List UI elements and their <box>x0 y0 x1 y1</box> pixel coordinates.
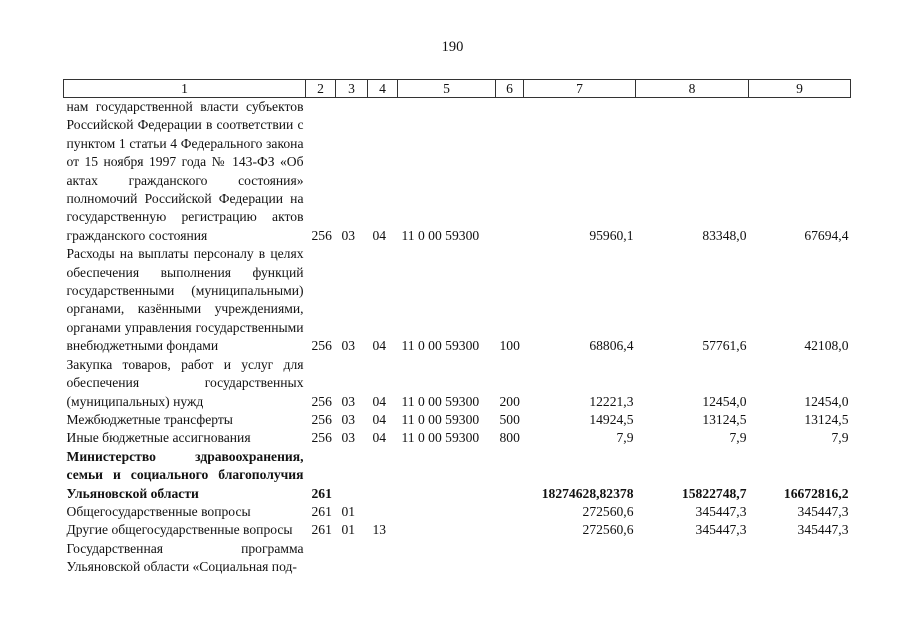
table-row <box>64 540 851 577</box>
chapter-code-cell: 256 <box>311 227 332 243</box>
amount-col9-cell: 12454,0 <box>804 393 849 409</box>
chapter-code-cell: 256 <box>311 430 332 446</box>
amount-col8-cell: 57761,6 <box>702 338 747 354</box>
chapter-code-cell: 256 <box>311 411 332 427</box>
chapter-code-cell <box>306 540 336 577</box>
expense-type-cell: 500 <box>499 411 520 427</box>
expense-type-cell <box>496 448 524 503</box>
subsection-code-cell <box>368 448 398 503</box>
expense-type-cell: 800 <box>499 430 520 446</box>
subsection-code-cell: 04 <box>372 338 387 354</box>
chapter-code-cell: 256 <box>311 338 332 354</box>
subsection-code-cell: 13 <box>372 522 387 538</box>
target-article-cell: 11 0 00 59300 <box>401 411 480 427</box>
amount-col7-cell: 68806,4 <box>589 338 634 354</box>
target-article-cell: 11 0 00 59300 <box>401 227 480 243</box>
col-header-2: 2 <box>306 80 336 98</box>
subsection-code-cell: 04 <box>372 411 387 427</box>
amount-col7-cell: 7,9 <box>616 430 634 446</box>
subsection-code-cell <box>368 503 398 521</box>
row-name-cell: Расходы на выплаты персоналу в целях обеспечения выполнения функций государственными (муниципальными) органами, казёнными учреждениями, органами управления государственными внебюджетными фондами <box>66 246 304 354</box>
amount-col9-cell: 67694,4 <box>804 227 849 243</box>
amount-col9-cell: 16672816,2 <box>783 485 849 501</box>
amount-col9-cell: 7,9 <box>831 430 849 446</box>
col-header-5: 5 <box>398 80 496 98</box>
expense-type-cell <box>496 503 524 521</box>
column-number-header <box>64 80 851 98</box>
col-header-4: 4 <box>368 80 398 98</box>
subsection-code-cell: 04 <box>372 227 387 243</box>
chapter-code-cell: 256 <box>311 393 332 409</box>
amount-col9-cell: 42108,0 <box>804 338 849 354</box>
row-name-cell: Межбюджетные трансферты <box>66 411 233 427</box>
amount-col9-cell: 345447,3 <box>797 522 849 538</box>
target-article-cell <box>398 521 496 539</box>
expense-type-cell <box>496 521 524 539</box>
amount-col7-cell: 272560,6 <box>582 522 634 538</box>
table-row <box>64 411 851 429</box>
section-code-cell: 03 <box>341 430 356 446</box>
col-header-7: 7 <box>524 80 636 98</box>
subsection-code-cell <box>368 540 398 577</box>
col-header-3: 3 <box>336 80 368 98</box>
col-header-6: 6 <box>496 80 524 98</box>
table-row <box>64 429 851 447</box>
page-number: 190 <box>441 39 464 55</box>
expense-type-cell: 100 <box>499 338 520 354</box>
section-code-cell: 01 <box>341 503 356 519</box>
col-header-8: 8 <box>636 80 749 98</box>
amount-col7-cell <box>524 540 636 577</box>
subsection-code-cell: 04 <box>372 430 387 446</box>
section-code-cell: 03 <box>341 393 356 409</box>
row-name-cell: Государственная программа Ульяновской области «Социальная под- <box>66 540 304 575</box>
table-row <box>64 503 851 521</box>
table-row <box>64 356 851 411</box>
target-article-cell <box>398 448 496 503</box>
amount-col8-cell: 15822748,7 <box>681 485 747 501</box>
table-row <box>64 98 851 246</box>
amount-col8-cell: 345447,3 <box>695 522 747 538</box>
row-name-cell: нам государственной власти субъектов Российской Федерации в соответствии с пунктом 1 статьи 4 Федерального закона от 15 ноября 1997 года № 143-ФЗ «Об актах гражданского состояния» полномочий Российской Федерации на государственную регистрацию актов гражданского состояния <box>66 99 304 243</box>
amount-col9-cell: 13124,5 <box>804 411 849 427</box>
amount-col9-cell <box>749 540 851 577</box>
table-row <box>64 521 851 539</box>
target-article-cell: 11 0 00 59300 <box>401 393 480 409</box>
section-code-cell <box>336 540 368 577</box>
amount-col9-cell: 345447,3 <box>797 503 849 519</box>
row-name-cell: Иные бюджетные ассигнования <box>66 430 251 446</box>
amount-col7-cell: 18274628,82378 <box>541 485 634 501</box>
chapter-code-cell: 261 <box>311 522 332 538</box>
row-name-cell: Общегосударственные вопросы <box>66 503 251 519</box>
amount-col8-cell: 13124,5 <box>702 411 747 427</box>
row-name-cell: Другие общегосударственные вопросы <box>66 522 293 538</box>
chapter-code-cell: 261 <box>311 485 332 501</box>
amount-col8-cell: 83348,0 <box>702 227 747 243</box>
section-code-cell: 03 <box>341 227 356 243</box>
target-article-cell: 11 0 00 59300 <box>401 430 480 446</box>
amount-col8-cell: 7,9 <box>729 430 747 446</box>
budget-table <box>63 79 851 577</box>
row-name-cell: Закупка товаров, работ и услуг для обеспечения государственных (муниципальных) нужд <box>66 356 304 409</box>
section-code-cell: 03 <box>341 411 356 427</box>
target-article-cell <box>398 503 496 521</box>
table-row <box>64 448 851 503</box>
col-header-1: 1 <box>64 80 306 98</box>
expense-type-cell <box>496 98 524 246</box>
section-code-cell: 03 <box>341 338 356 354</box>
amount-col7-cell: 12221,3 <box>589 393 634 409</box>
expense-type-cell <box>496 540 524 577</box>
amount-col7-cell: 14924,5 <box>589 411 634 427</box>
chapter-code-cell: 261 <box>311 503 332 519</box>
subsection-code-cell: 04 <box>372 393 387 409</box>
amount-col8-cell <box>636 540 749 577</box>
table-row <box>64 245 851 355</box>
section-code-cell: 01 <box>341 522 356 538</box>
amount-col8-cell: 12454,0 <box>702 393 747 409</box>
amount-col8-cell: 345447,3 <box>695 503 747 519</box>
col-header-9: 9 <box>749 80 851 98</box>
table-body <box>64 98 851 577</box>
row-name-cell: Министерство здравоохранения, семьи и социального благополучия Ульяновской области <box>66 448 304 501</box>
target-article-cell <box>398 540 496 577</box>
target-article-cell: 11 0 00 59300 <box>401 338 480 354</box>
amount-col7-cell: 95960,1 <box>589 227 634 243</box>
amount-col7-cell: 272560,6 <box>582 503 634 519</box>
expense-type-cell: 200 <box>499 393 520 409</box>
section-code-cell <box>336 448 368 503</box>
